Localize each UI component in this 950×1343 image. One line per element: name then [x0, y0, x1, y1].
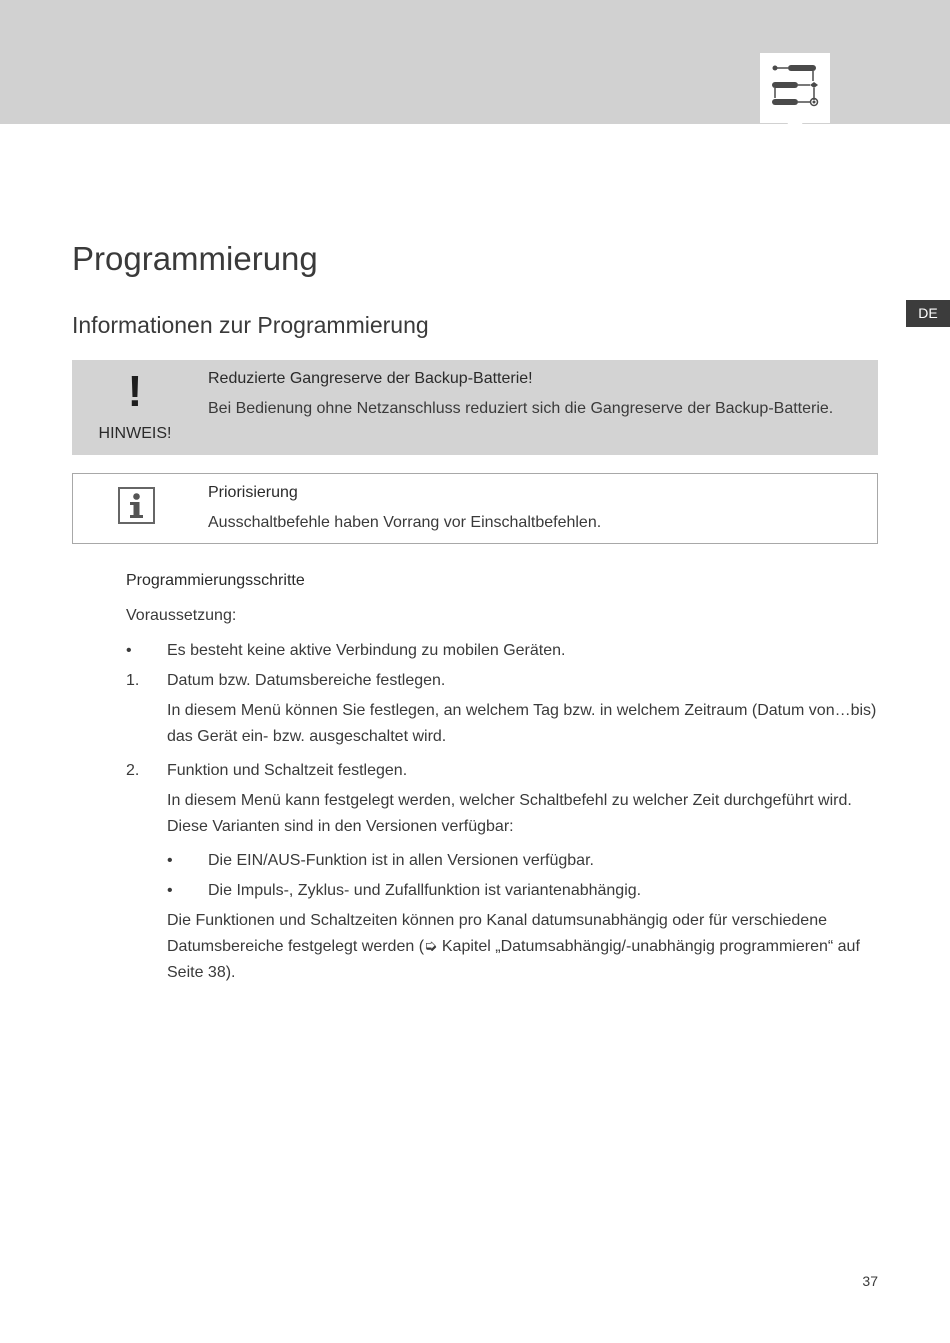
step-description: In diesem Menü kann festgelegt werden, welcher Schaltbefehl zu welcher Zeit durchgeführt wird. — [167, 792, 852, 809]
bullet-symbol: • — [126, 642, 132, 659]
step-note: Die Funktionen und Schaltzeiten können pro Kanal datumsunabhängig oder für verschiedene — [167, 912, 827, 929]
notice-text: Bei Bedienung ohne Netzanschluss reduziert sich die Gangreserve der Backup-Batterie. — [208, 400, 834, 417]
info-heading: Priorisierung — [208, 484, 298, 501]
list-item: Die Impuls-, Zyklus- und Zufallfunktion ist variantenabhängig. — [208, 882, 642, 899]
notice-box — [72, 360, 878, 455]
step-note-crossref[interactable]: Datumsbereiche festgelegt werden (➭ Kapitel „Datumsabhängig/-unabhängig programmieren“ auf — [167, 938, 860, 955]
notice-heading: Reduzierte Gangreserve der Backup-Batterie! — [208, 370, 533, 387]
step-number: 1. — [126, 672, 140, 689]
precondition-label: Voraussetzung: — [126, 607, 237, 624]
chapter-badge — [760, 53, 830, 123]
exclamation-icon: ! — [127, 367, 143, 416]
step-description: das Gerät ein- bzw. ausgeschaltet wird. — [167, 728, 447, 745]
section-title: Informationen zur Programmierung — [72, 312, 429, 338]
step-description: Diese Varianten sind in den Versionen verfügbar: — [167, 818, 514, 835]
badge-pointer — [787, 122, 803, 138]
info-icon — [118, 487, 155, 524]
step-description: In diesem Menü können Sie festlegen, an welchem Tag bzw. in welchem Zeitraum (Datum von…bis) — [167, 702, 877, 719]
step-title: Funktion und Schaltzeit festlegen. — [167, 762, 408, 779]
page-number: 37 — [862, 1273, 878, 1289]
step-note: Seite 38). — [167, 964, 236, 981]
list-item: Die EIN/AUS-Funktion ist in allen Versionen verfügbar. — [208, 852, 594, 869]
info-box — [72, 473, 878, 544]
notice-label: HINWEIS! — [98, 425, 172, 442]
bullet-symbol: • — [167, 852, 173, 869]
language-tab: DE — [906, 300, 950, 327]
steps-heading: Programmierungsschritte — [126, 572, 305, 589]
page-title: Programmierung — [72, 240, 318, 277]
precondition-item: Es besteht keine aktive Verbindung zu mobilen Geräten. — [167, 642, 566, 659]
bullet-symbol: • — [167, 882, 173, 899]
programming-flow-icon — [770, 63, 820, 113]
step-title: Datum bzw. Datumsbereiche festlegen. — [167, 672, 446, 689]
step-number: 2. — [126, 762, 140, 779]
info-text: Ausschaltbefehle haben Vorrang vor Einschaltbefehlen. — [208, 514, 602, 531]
